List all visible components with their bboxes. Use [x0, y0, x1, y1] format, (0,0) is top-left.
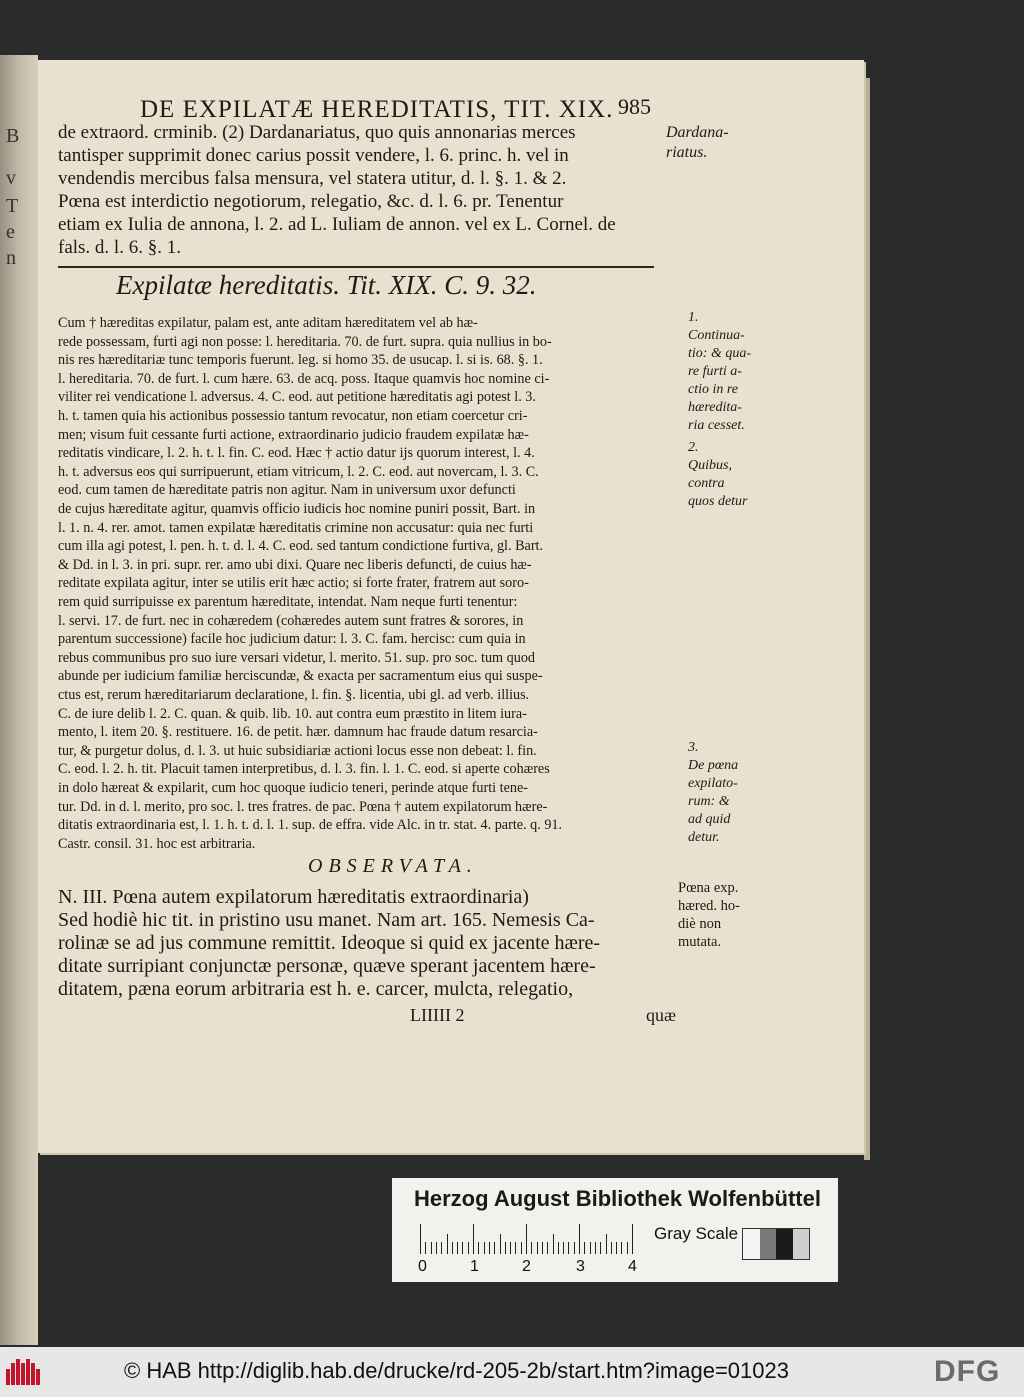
- body-line: reditatis vindicare, l. 2. h. t. l. fin. C. eod. Hæc † actio datur ijs quorum interest, l. 4.: [58, 445, 535, 462]
- top-paragraph-line: Pœna est interdictio negotiorum, relegatio, &c. d. l. 6. pr. Tenentur: [58, 191, 564, 212]
- margin-note-line: re furti a-: [688, 364, 742, 379]
- footer-bar: [0, 1347, 1024, 1397]
- fragment-letter: T: [6, 195, 19, 217]
- body-line: rede possessam, furti agi non posse: l. hereditaria. 70. de furt. supra. quia nullius in bo-: [58, 333, 552, 350]
- observata-heading: OBSERVATA.: [308, 855, 478, 877]
- body-line: abunde per iudicium familiæ herciscundæ, & exacta per sacramentum eius qui suspe-: [58, 668, 543, 685]
- catchword: quæ: [646, 1005, 677, 1025]
- margin-note-line: 1.: [688, 310, 699, 325]
- gray-scale-patches: [742, 1228, 810, 1260]
- page-edge-shadow: [864, 78, 870, 1160]
- body-line: Castr. consil. 31. hoc est arbitraria.: [58, 835, 256, 852]
- library-color-card: [392, 1178, 838, 1282]
- ruler-tick: [431, 1242, 432, 1254]
- ruler-tick: [621, 1242, 622, 1254]
- ruler-tick: [478, 1242, 479, 1254]
- logo-bar: [21, 1363, 25, 1385]
- margin-note-line: ctio in re: [688, 382, 739, 397]
- ruler-tick: [441, 1242, 442, 1254]
- ruler-tick: [531, 1242, 532, 1254]
- logo-bar: [36, 1369, 40, 1385]
- ruler-number: 2: [522, 1258, 531, 1275]
- fragment-letter: e: [6, 221, 15, 243]
- observata-line: ditate surripiant conjunctæ personæ, quæve sperant jacentem hære-: [58, 955, 596, 977]
- ruler-number: 3: [576, 1258, 585, 1275]
- logo-bar: [26, 1359, 30, 1385]
- side-note-line: Dardana-: [666, 124, 729, 141]
- ruler-tick: [600, 1242, 601, 1254]
- book-page: [38, 60, 864, 1153]
- gray-patch: [760, 1229, 777, 1259]
- margin-note-line: expilato-: [688, 776, 738, 791]
- margin-note-line: De pœna: [688, 758, 739, 773]
- ruler-tick: [590, 1242, 591, 1254]
- observata-line: N. III. Pœna autem expilatorum hæreditatis extraordinaria): [58, 886, 529, 908]
- ruler-tick: [500, 1234, 501, 1254]
- margin-note-line: 3.: [688, 740, 699, 755]
- running-head-title: DE EXPILATÆ HEREDITATIS, TIT. XIX.: [140, 96, 614, 123]
- margin-note-line: detur.: [688, 830, 720, 845]
- body-line: tur, & purgetur dolus, d. l. 3. ut huic subsidiariæ actioni locus esse non debeat: l. fin.: [58, 742, 537, 759]
- ruler-tick: [473, 1224, 474, 1254]
- ruler-tick: [436, 1242, 437, 1254]
- ruler-tick: [505, 1242, 506, 1254]
- ruler-tick: [510, 1242, 511, 1254]
- body-line: h. t. tamen quia his actionibus possessio tantum revocatur, non etiam coercetur cri-: [58, 408, 528, 424]
- side-note-line: diè non: [678, 916, 722, 932]
- body-line: de cujus hæreditate agitur, quamvis officio iudicis hoc nomine puniri possit, Bart. in: [58, 501, 536, 517]
- ruler-tick: [547, 1242, 548, 1254]
- side-note-line: hæred. ho-: [678, 898, 741, 914]
- ruler-tick: [574, 1242, 575, 1254]
- ruler-tick: [595, 1242, 596, 1254]
- scale-ruler: [420, 1222, 648, 1254]
- ruler-tick: [515, 1242, 516, 1254]
- library-name: Herzog August Bibliothek Wolfenbüttel: [414, 1186, 821, 1211]
- ruler-tick: [627, 1242, 628, 1254]
- ruler-tick: [584, 1242, 585, 1254]
- top-paragraph-line: tantisper supprimit donec carius possit vendere, l. 6. princ. h. vel in: [58, 145, 569, 166]
- fragment-letter: n: [6, 247, 16, 269]
- ruler-tick: [616, 1242, 617, 1254]
- margin-note-line: quos detur: [688, 494, 748, 509]
- signature-mark: LIIIII 2: [410, 1005, 465, 1025]
- body-line: rebus communibus pro suo iure versari videtur, l. merito. 51. sup. pro soc. tum quod: [58, 649, 536, 666]
- ruler-tick: [447, 1234, 448, 1254]
- gray-patch: [743, 1229, 760, 1259]
- ruler-tick: [462, 1242, 463, 1254]
- adjacent-page-edge: [0, 55, 38, 1345]
- page-number: 985: [618, 94, 651, 119]
- margin-note-line: rum: &: [688, 794, 730, 809]
- ruler-tick: [494, 1242, 495, 1254]
- logo-bar: [16, 1359, 20, 1385]
- ruler-tick: [484, 1242, 485, 1254]
- body-line: parentum successione) facile hoc judicium datur: l. 3. C. fam. hercisc: cum quia in: [58, 631, 526, 648]
- body-line: reditate expilata agitur, inter se utilis erit hæc actio; si forte frater, fratrem aut soro-: [58, 575, 529, 592]
- ruler-tick: [537, 1242, 538, 1254]
- body-line: l. servi. 17. de furt. nec in cohæredem (cohæredes autem sunt fratres & sorores, in: [58, 612, 524, 629]
- ruler-number: 0: [418, 1258, 427, 1275]
- top-paragraph-line: vendendis mercibus falsa mensura, vel statera utitur, d. l. §. 1. & 2.: [58, 168, 567, 189]
- body-line: men; visum fuit cessante furti actione, extraordinario judicio fraudem expilatæ hæ-: [58, 426, 529, 443]
- ruler-number: 1: [470, 1258, 479, 1275]
- body-line: mento, l. item 20. §. restituere. 16. de petit. hær. damnum hac fraude datum resarcia-: [58, 724, 538, 741]
- top-paragraph-line: fals. d. l. 6. §. 1.: [58, 237, 181, 258]
- body-line: tur. Dd. in d. l. merito, pro soc. l. tres fratres. de pac. Pœna † autem expilatorum hære-: [58, 798, 548, 815]
- ruler-tick: [553, 1234, 554, 1254]
- logo-bar: [11, 1363, 15, 1385]
- margin-note-line: contra: [688, 476, 725, 491]
- body-line: eod. cum tamen de hæreditate patris non agitur. Nam in universum uxor defuncti: [58, 482, 516, 499]
- section-title: Expilatæ hereditatis. Tit. XIX. C. 9. 32.: [116, 270, 537, 300]
- gray-scale-label: Gray Scale: [654, 1224, 739, 1243]
- observata-line: ditatem, pæna eorum arbitraria est h. e. carcer, mulcta, relegatio,: [58, 978, 574, 1000]
- body-line: Cum † hæreditas expilatur, palam est, ante aditam hæreditatem vel ab hæ-: [58, 315, 478, 331]
- ruler-tick: [521, 1242, 522, 1254]
- body-line: ditatis extraordinaria est, l. 1. h. t. d. l. 1. sup. de effra. vide Alc. in tr. stat. 4. parte. q. 91.: [58, 817, 563, 834]
- ruler-tick: [558, 1242, 559, 1254]
- ruler-tick: [632, 1224, 633, 1254]
- gray-patch: [793, 1229, 810, 1259]
- body-line: l. hereditaria. 70. de furt. l. cum hære. 63. de acq. poss. Itaque quamvis hoc nomine ci-: [58, 370, 550, 387]
- observata-line: Sed hodiè hic tit. in pristino usu manet. Nam art. 165. Nemesis Ca-: [58, 909, 595, 931]
- ruler-tick: [568, 1242, 569, 1254]
- body-line: & Dd. in l. 3. in pri. supr. rer. amo ubi dixi. Quare nec liberis defuncti, de cuius hæ-: [58, 556, 532, 573]
- ruler-tick: [579, 1224, 580, 1254]
- ruler-number: 4: [628, 1258, 637, 1275]
- body-line: nis res hæreditariæ tunc temporis fuerunt. leg. si homo 35. de usucap. l. si is. 68. §. 1.: [58, 352, 543, 369]
- section-rule: [58, 266, 654, 268]
- body-line: ctus est, rerum hæreditariarum declaratione, l. fin. §. licentia, ubi gl. ad verb. illius.: [58, 687, 530, 703]
- margin-note-line: hæredita-: [688, 400, 742, 415]
- ruler-tick: [452, 1242, 453, 1254]
- margin-note-line: 2.: [688, 440, 699, 455]
- ruler-tick: [542, 1242, 543, 1254]
- side-note-line: riatus.: [666, 144, 708, 161]
- ruler-tick: [563, 1242, 564, 1254]
- ruler-tick: [606, 1234, 607, 1254]
- footer-url[interactable]: © HAB http://diglib.hab.de/drucke/rd-205-2b/start.htm?image=01023: [124, 1358, 789, 1383]
- ruler-tick: [425, 1242, 426, 1254]
- fragment-letter: B: [6, 125, 20, 147]
- margin-note-line: Quibus,: [688, 458, 732, 473]
- body-line: C. eod. l. 2. h. tit. Placuit tamen interpretibus, d. l. 3. fin. l. 1. C. eod. si aperte cohæres: [58, 761, 550, 778]
- logo-bar: [31, 1363, 35, 1385]
- top-paragraph-line: de extraord. crminib. (2) Dardanariatus, quo quis annonarias merces: [58, 122, 576, 143]
- top-paragraph-line: etiam ex Iulia de annona, l. 2. ad L. Iuliam de annon. vel ex L. Cornel. de: [58, 214, 616, 235]
- body-line: viliter rei vendicatione l. adversus. 4. C. eod. aut petitione hæreditatis agi potest l. 3.: [58, 389, 536, 406]
- ruler-tick: [457, 1242, 458, 1254]
- margin-note-line: ad quid: [688, 812, 731, 827]
- fragment-letter: v: [6, 167, 16, 189]
- ruler-tick: [420, 1224, 421, 1254]
- gray-patch: [776, 1229, 793, 1259]
- margin-note-line: Continua-: [688, 328, 745, 343]
- dfg-logo: DFG: [934, 1355, 1001, 1388]
- logo-bar: [6, 1369, 10, 1385]
- ruler-tick: [489, 1242, 490, 1254]
- body-line: C. de iure delib l. 2. C. quan. & quib. lib. 10. aut contra eum præstito in litem iura-: [58, 705, 527, 722]
- side-note-line: Pœna exp.: [678, 880, 739, 896]
- body-line: rem quid surripuisse ex parentum hæreditate, intendat. Nam neque furti tenentur:: [58, 594, 518, 610]
- body-line: h. t. adversus eos qui surripuerunt, etiam vitricum, l. 2. C. eod. aut novercam, l. 3. C.: [58, 463, 539, 480]
- ruler-tick: [611, 1242, 612, 1254]
- ruler-tick: [468, 1242, 469, 1254]
- ruler-tick: [526, 1224, 527, 1254]
- body-line: in dolo hæreat & expilarit, cum hoc quoque iudicio teneri, perinde atque furti tene-: [58, 780, 529, 796]
- margin-note-line: ria cesset.: [688, 418, 745, 433]
- side-note-line: mutata.: [678, 934, 722, 950]
- body-line: l. 1. n. 4. rer. amot. tamen expilatæ hæreditatis crimine non accusatur: quia nec furti: [58, 519, 534, 536]
- margin-note-line: tio: & qua-: [688, 346, 751, 361]
- body-line: cum illa agi potest, l. pen. h. t. d. l. 4. C. eod. sed tantum condictione furtiva, gl. Bart.: [58, 538, 544, 555]
- hab-logo-icon: [6, 1359, 40, 1385]
- observata-line: rolinæ se ad jus commune remittit. Ideoque si quid ex jacente hære-: [58, 932, 601, 954]
